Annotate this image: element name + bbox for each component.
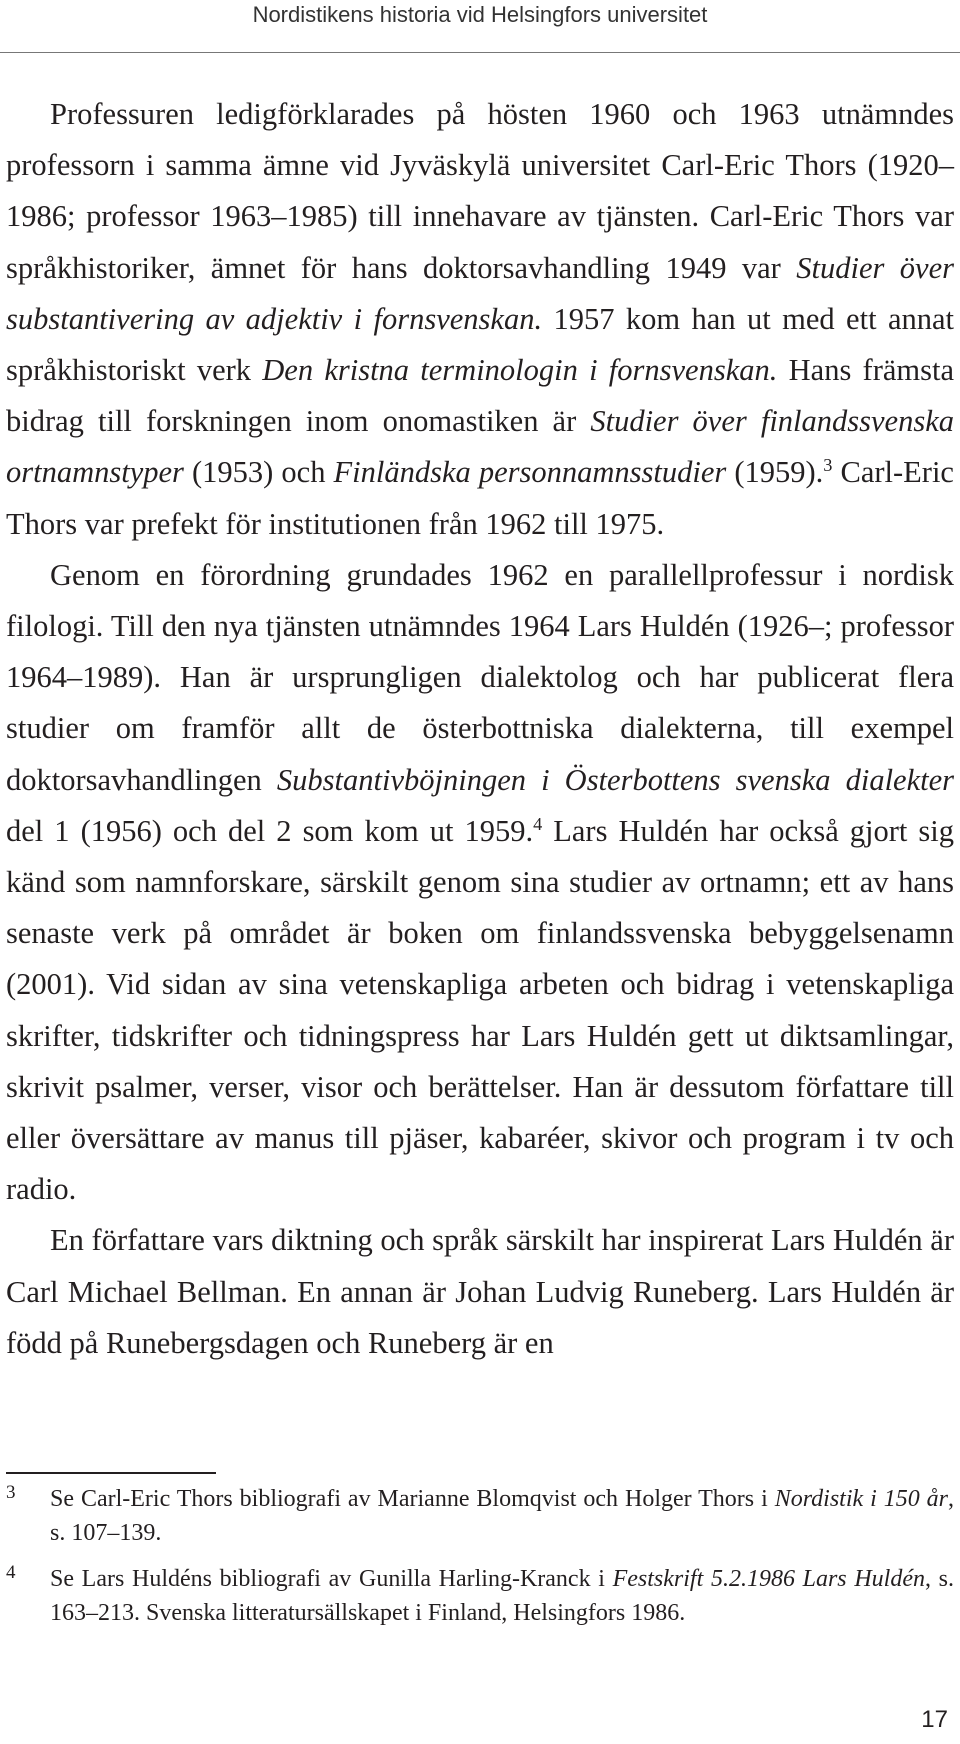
footnote-ref[interactable]: 4 <box>533 813 543 834</box>
italic-title: Festskrift 5.2.1986 Lars Huldén <box>612 1566 925 1592</box>
footnote-3 <box>6 1482 954 1550</box>
running-header: Nordistikens historia vid Helsingfors universitet <box>252 2 708 27</box>
text-run: (1953) och <box>183 455 334 490</box>
text-run: , s. 163–213. Svenska litteratursällskapet i Finland, Helsingfors 1986. <box>50 1566 955 1626</box>
footnote-number: 4 <box>6 1562 16 1583</box>
text-run: Genom en förordning grundades 1962 en parallellprofessur i nordisk filologi. Till den nya tjänsten utnämndes 1964 Lars Huldén (1926–; professor 1964–1989). Han är ursprungligen dialektolog och har publicerat flera studier om framför allt de österbottniska dialekterna, till exempel doktorsavhandlingen <box>6 557 954 797</box>
italic-title: Substantivböjningen i Österbottens svenska dialekter <box>276 762 955 797</box>
paragraph-2 <box>6 550 954 1216</box>
text-run: (1959). <box>726 455 824 490</box>
footnotes <box>6 1482 954 1642</box>
paragraph-1 <box>6 89 954 550</box>
footnote-ref[interactable]: 3 <box>823 455 833 476</box>
text-run: del 1 (1956) och del 2 som kom ut 1959. <box>6 813 534 848</box>
page-number: 17 <box>921 1706 948 1733</box>
text-run: Professuren ledigförklarades på hösten 1960 och 1963 utnämndes professorn i samma ämne vid Jyväskylä universitet Carl-Eric Thors (1920–1986; professor 1963–1985) till innehavare av tjänsten. Carl-Eric Thors var språkhistoriker, ämnet för hans doktorsavhandling 1949 var <box>6 97 954 285</box>
italic-title: Den kristna terminologin i fornsvenskan. <box>262 353 778 388</box>
text-run: Se Carl-Eric Thors bibliografi av Marianne Blomqvist och Holger Thors i <box>50 1486 775 1512</box>
text-run: 1957 kom han ut med ett annat språkhistoriskt verk <box>6 301 954 388</box>
text-run: Carl-Eric Thors var prefekt för institutionen från 1962 till 1975. <box>6 455 954 541</box>
italic-title: Finländska personnamnsstudier <box>333 455 727 490</box>
italic-title: Studier över finlandssvenska ortnamnstyper <box>6 404 954 490</box>
italic-title: Studier över substantivering av adjektiv i fornsvenskan. <box>6 250 954 336</box>
header-divider <box>0 52 960 53</box>
text-run: Lars Huldén har också gjort sig känd som namnforskare, särskilt genom sina studier av ortnamn; ett av hans senaste verk på området är boken om finlandssvenska bebyggelsenamn (2001). Vid sidan av sina vetenskapliga arbeten och bidrag i vetenskapliga skrifter, tidskrifter och tidningspress har Lars Huldén gett ut diktsamlingar, skrivit psalmer, verser, visor och berättelser. Han är dessutom författare till eller översättare av manus till pjäser, kabaréer, skivor och program i tv och radio. <box>6 813 954 1207</box>
text-run: , s. 107–139. <box>50 1486 954 1546</box>
footnote-divider <box>6 1472 216 1474</box>
text-run: Se Lars Huldéns bibliografi av Gunilla Harling-Kranck i <box>50 1566 613 1592</box>
text-run: Hans främsta bidrag till forskningen inom onomastiken är <box>6 353 954 439</box>
footnote-4 <box>6 1562 954 1630</box>
body-text <box>6 89 954 1369</box>
paragraph-3 <box>6 1215 954 1369</box>
italic-title: Nordistik i 150 år <box>774 1486 948 1512</box>
text-run: En författare vars diktning och språk särskilt har inspirerat Lars Huldén är Carl Michael Bellman. En annan är Johan Ludvig Runeberg. Lars Huldén är född på Runebergsdagen och Runeberg är en <box>6 1223 954 1360</box>
footnote-number: 3 <box>6 1482 16 1503</box>
